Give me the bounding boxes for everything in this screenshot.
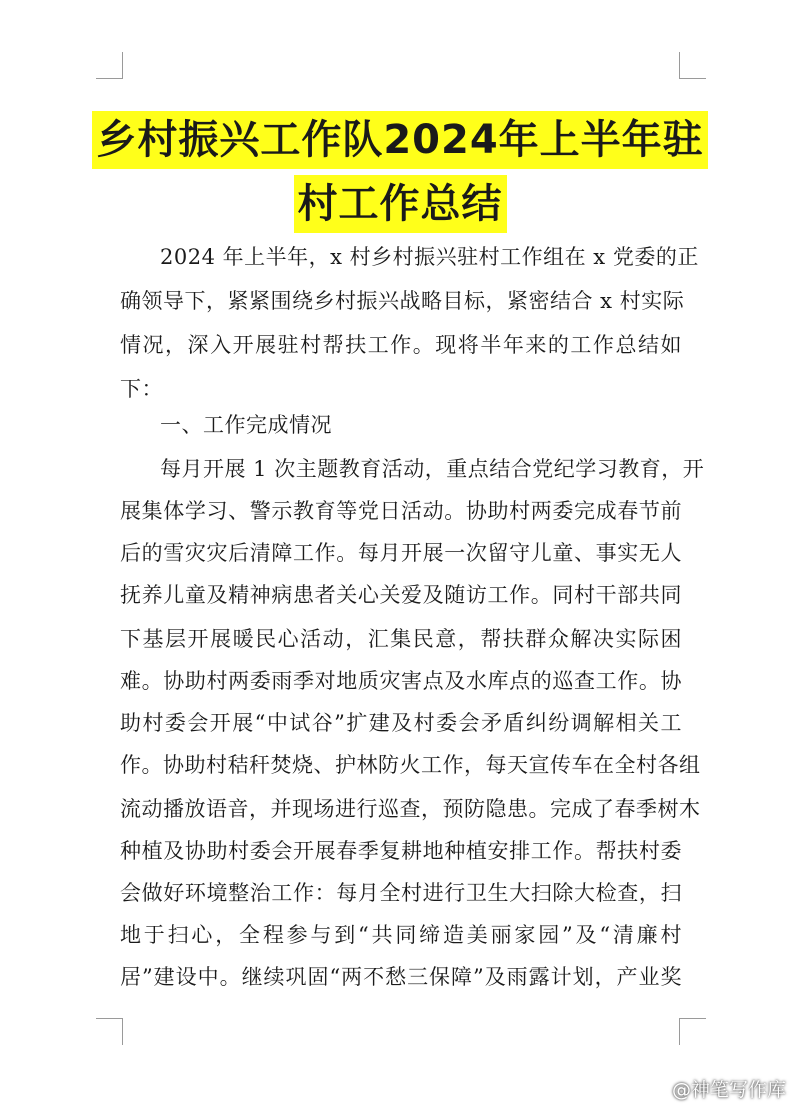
body-line: 确领导下，紧紧围绕乡村振兴战略目标，紧密结合 x 村实际 bbox=[120, 289, 685, 313]
body-line: 下： bbox=[120, 377, 163, 401]
page-corner-mark-top-right bbox=[679, 52, 706, 79]
watermark: @神笔写作库 bbox=[671, 1079, 786, 1101]
body-line: 流动播放语音，并现场进行巡查，预防隐患。完成了春季树木 bbox=[120, 797, 701, 821]
body-line: 抚养儿童及精神病患者关心关爱及随访工作。同村干部共同 bbox=[120, 583, 682, 607]
section-heading: 一、工作完成情况 bbox=[160, 413, 332, 437]
body-line: 情况，深入开展驻村帮扶工作。现将半年来的工作总结如 bbox=[120, 333, 682, 357]
body-line: 下基层开展暖民心活动，汇集民意，帮扶群众解决实际困 bbox=[120, 627, 682, 651]
document-title-line-1: 乡村振兴工作队2024年上半年驻 bbox=[0, 108, 800, 165]
page-corner-mark-bottom-right bbox=[679, 1018, 706, 1045]
body-line: 居”建设中。继续巩固“两不愁三保障”及雨露计划，产业奖 bbox=[120, 965, 682, 989]
page-corner-mark-top-left bbox=[96, 52, 123, 79]
body-line: 2024 年上半年，x 村乡村振兴驻村工作组在 x 党委的正 bbox=[160, 245, 699, 269]
body-line: 会做好环境整治工作：每月全村进行卫生大扫除大检查，扫 bbox=[120, 881, 682, 905]
document-title-line-2: 村工作总结 bbox=[0, 172, 800, 229]
page-corner-mark-bottom-left bbox=[96, 1018, 123, 1045]
body-line: 种植及协助村委会开展春季复耕地种植安排工作。帮扶村委 bbox=[120, 839, 682, 863]
body-line: 作。协助村秸秆焚烧、护林防火工作，每天宣传车在全村各组 bbox=[120, 753, 701, 777]
body-line: 每月开展 1 次主题教育活动，重点结合党纪学习教育，开 bbox=[160, 457, 705, 481]
body-line: 助村委会开展“中试谷”扩建及村委会矛盾纠纷调解相关工 bbox=[120, 711, 682, 735]
body-line: 地于扫心，全程参与到“共同缔造美丽家园”及“清廉村 bbox=[120, 923, 682, 947]
body-line: 展集体学习、警示教育等党日活动。协助村两委完成春节前 bbox=[120, 499, 682, 523]
body-line: 难。协助村两委雨季对地质灾害点及水库点的巡查工作。协 bbox=[120, 669, 682, 693]
body-line: 后的雪灾灾后清障工作。每月开展一次留守儿童、事实无人 bbox=[120, 541, 682, 565]
